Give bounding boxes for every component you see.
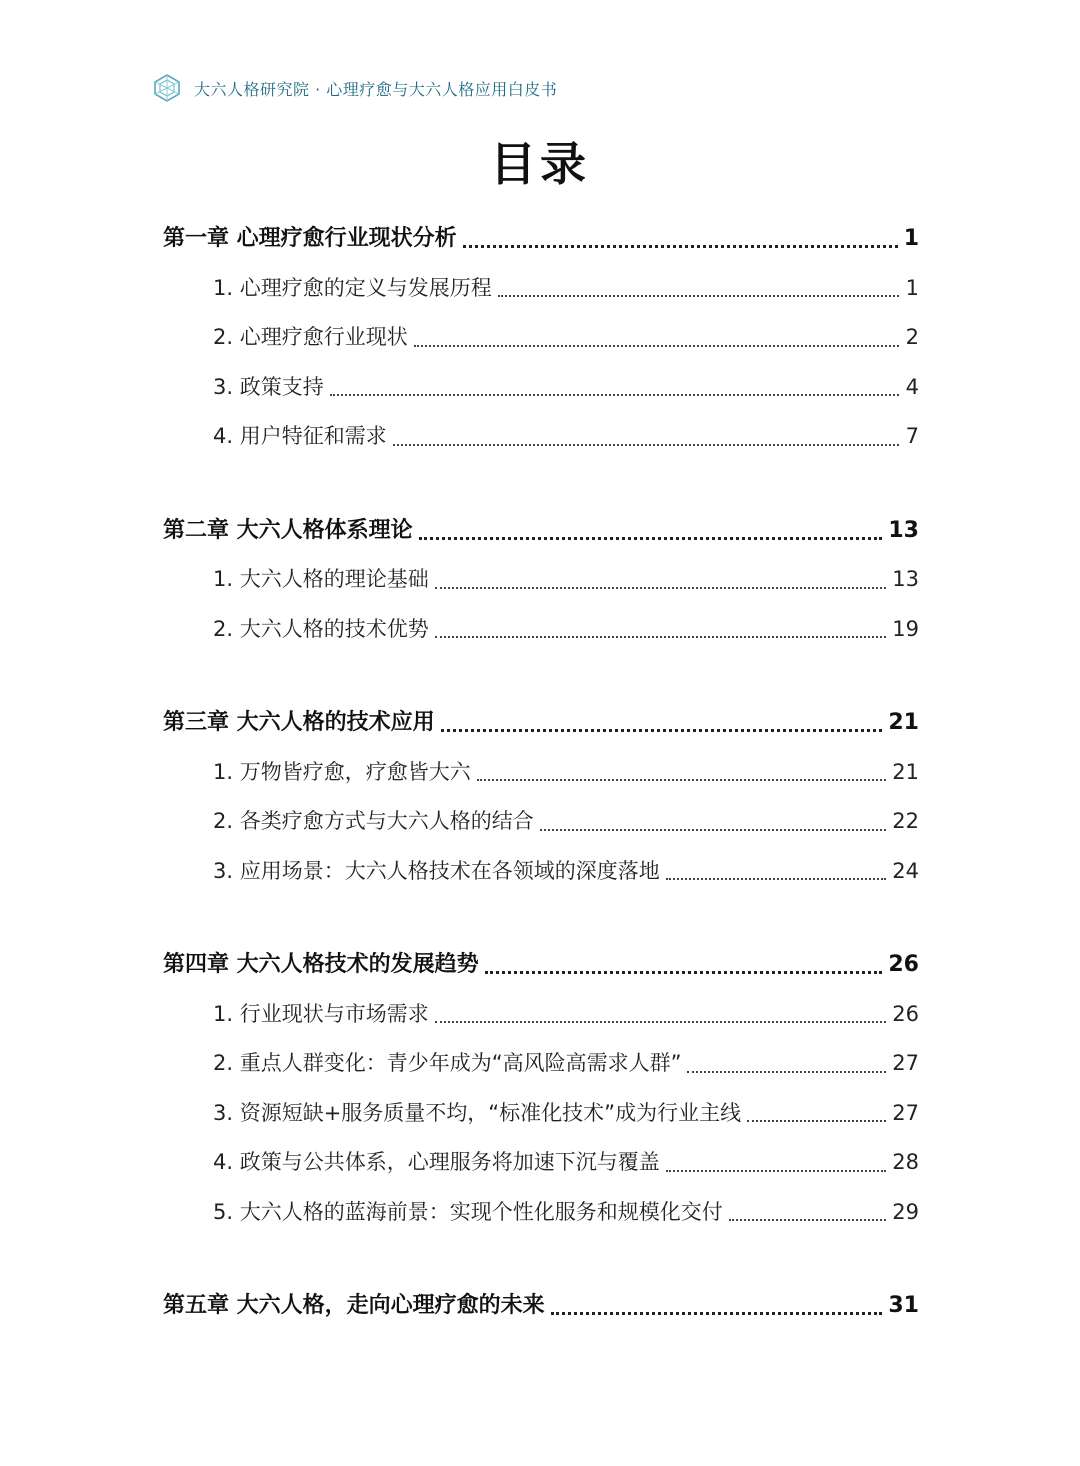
toc-section-entry-page-number: 27: [892, 1051, 919, 1075]
toc-section-entry-title: 1. 行业现状与市场需求: [213, 1001, 429, 1026]
toc-section-entry-page-number: 27: [892, 1100, 919, 1125]
document-header: [152, 70, 557, 106]
dot-leader: [666, 1170, 887, 1172]
toc-section-entry-title: 4. 政策与公共体系，心理服务将加速下沉与覆盖: [213, 1150, 660, 1174]
dot-leader: [747, 1120, 886, 1122]
toc-section-entry-page-number: 28: [892, 1150, 919, 1174]
dot-leader: [540, 829, 887, 831]
dot-leader: [477, 779, 887, 781]
toc-section-entry-title: 2. 大六人格的技术优势: [213, 616, 429, 641]
dot-leader: [419, 537, 883, 540]
toc-section-entry[interactable]: [163, 264, 919, 314]
toc-section-entry[interactable]: [163, 990, 919, 1040]
toc-chapter-entry-title: 第四章 大六人格技术的发展趋势: [163, 952, 479, 977]
toc-chapter-entry[interactable]: [163, 506, 919, 556]
dot-leader: [551, 1312, 883, 1315]
toc-chapter-block: [163, 214, 919, 462]
crystal-icon: [152, 73, 182, 103]
dot-leader: [393, 444, 899, 446]
toc-section-entry-title: 1. 万物皆疗愈，疗愈皆大六: [213, 759, 471, 784]
toc-section-entry-title: 2. 重点人群变化：青少年成为“高风险高需求人群”: [213, 1051, 682, 1075]
toc-chapter-block: [163, 940, 919, 1237]
toc-section-entry-title: 2. 心理疗愈行业现状: [213, 325, 408, 349]
dot-leader: [485, 971, 883, 974]
toc-section-entry-page-number: 19: [892, 616, 919, 641]
toc-chapter-entry-page-number: 13: [888, 517, 919, 543]
toc-chapter-entry-title: 第三章 大六人格的技术应用: [163, 710, 435, 735]
toc-section-entry-page-number: 1: [905, 275, 919, 300]
page-title: 目录: [490, 137, 590, 191]
toc-section-entry[interactable]: [163, 555, 919, 605]
toc-chapter-entry-page-number: 26: [888, 952, 919, 977]
header-text: 大六人格研究院 · 心理疗愈与大六人格应用白皮书: [194, 79, 558, 99]
toc-section-entry[interactable]: [163, 313, 919, 363]
toc-section-entry-title: 1. 大六人格的理论基础: [213, 567, 429, 591]
dot-leader: [435, 587, 887, 589]
dot-leader: [435, 636, 887, 638]
toc-section-entry-title: 3. 资源短缺+服务质量不均，“标准化技术”成为行业主线: [213, 1100, 742, 1125]
toc-section-entry-title: 3. 应用场景：大六人格技术在各领域的深度落地: [213, 858, 660, 883]
toc-chapter-entry-page-number: 31: [888, 1293, 919, 1318]
toc-section-entry-title: 5. 大六人格的蓝海前景：实现个性化服务和规模化交付: [213, 1199, 723, 1224]
toc-section-entry[interactable]: [163, 1089, 919, 1139]
toc-section-entry-page-number: 4: [905, 374, 919, 399]
toc-chapter-entry[interactable]: [163, 940, 919, 990]
toc-chapter-entry-title: 第二章 大六人格体系理论: [163, 517, 413, 543]
table-of-contents: [163, 214, 919, 1375]
toc-section-entry[interactable]: [163, 1138, 919, 1188]
toc-chapter-block: [163, 698, 919, 896]
toc-section-entry-title: 3. 政策支持: [213, 374, 324, 399]
toc-section-entry[interactable]: [163, 797, 919, 847]
toc-section-entry-page-number: 26: [892, 1001, 919, 1026]
toc-section-entry[interactable]: [163, 1188, 919, 1238]
toc-chapter-entry-title: 第一章 心理疗愈行业现状分析: [163, 226, 457, 251]
dot-leader: [463, 245, 898, 248]
toc-chapter-entry-page-number: 21: [888, 710, 919, 735]
dot-leader: [666, 878, 887, 880]
toc-section-entry-page-number: 21: [892, 759, 919, 784]
toc-section-entry[interactable]: [163, 412, 919, 462]
toc-section-entry-page-number: 24: [892, 858, 919, 883]
toc-chapter-entry[interactable]: [163, 698, 919, 748]
toc-section-entry[interactable]: [163, 748, 919, 798]
toc-chapter-entry-page-number: 1: [903, 226, 919, 251]
toc-chapter-block: [163, 1281, 919, 1331]
toc-section-entry-page-number: 29: [892, 1199, 919, 1224]
toc-section-entry-page-number: 13: [892, 567, 919, 591]
toc-section-entry-title: 1. 心理疗愈的定义与发展历程: [213, 275, 492, 300]
toc-section-entry[interactable]: [163, 1039, 919, 1089]
toc-section-entry-title: 4. 用户特征和需求: [213, 424, 387, 448]
toc-chapter-entry[interactable]: [163, 1281, 919, 1331]
dot-leader: [687, 1071, 886, 1073]
toc-section-entry-page-number: 7: [905, 424, 919, 448]
toc-chapter-entry[interactable]: [163, 214, 919, 264]
toc-section-entry-page-number: 22: [892, 809, 919, 833]
dot-leader: [435, 1021, 887, 1023]
toc-section-entry[interactable]: [163, 363, 919, 413]
toc-section-entry-title: 2. 各类疗愈方式与大六人格的结合: [213, 809, 534, 833]
toc-section-entry-page-number: 2: [905, 325, 919, 349]
dot-leader: [414, 345, 899, 347]
toc-chapter-entry-title: 第五章 大六人格，走向心理疗愈的未来: [163, 1293, 545, 1318]
toc-chapter-block: [163, 506, 919, 655]
toc-section-entry[interactable]: [163, 847, 919, 897]
dot-leader: [441, 729, 883, 732]
dot-leader: [330, 394, 899, 396]
dot-leader: [729, 1219, 887, 1221]
dot-leader: [498, 295, 899, 297]
toc-section-entry[interactable]: [163, 605, 919, 655]
